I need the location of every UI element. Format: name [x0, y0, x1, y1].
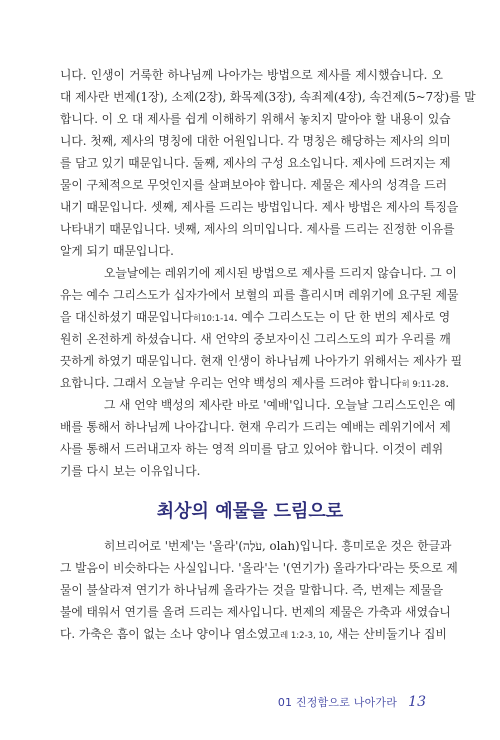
text-line: 니다. 첫째, 제사의 명칭에 대한 어원입니다. 각 명칭은 해당하는 제사의 의미 [60, 134, 451, 148]
text-line: 물이 구체적으로 무엇인지를 살펴보아야 합니다. 제물은 제사의 성격을 드러 [60, 178, 448, 192]
text-line: 를 담고 있기 때문입니다. 둘째, 제사의 구성 요소입니다. 제사에 드려지는 제 [60, 156, 451, 170]
scripture-reference: 레 1:2-3, 10 [279, 631, 330, 641]
text-line: 대 제사란 번제(1장), 소제(2장), 화목제(3장), 속죄제(4장), 속건제(5~7장)를 말 [60, 90, 476, 104]
text-line: 내기 때문입니다. 셋째, 제사를 드리는 방법입니다. 제사 방법은 제사의 특징을 [60, 200, 459, 214]
text-line: 그 발음이 비슷하다는 사실입니다. '올라'는 '(연기가) 올라가다'라는 뜻으로 제 [60, 561, 458, 575]
text-line: 나타내기 때문입니다. 넷째, 제사의 의미입니다. 제사를 드리는 진정한 이유를 [60, 222, 455, 236]
text-line: 배를 통해서 하나님께 나아갑니다. 현재 우리가 드리는 예배는 레위기에서 제 [60, 420, 451, 434]
page-number: 13 [408, 694, 426, 710]
text-line: 기를 다시 보는 이유입니다. [60, 464, 201, 478]
text-line [60, 372, 450, 394]
paragraph-4 [60, 535, 458, 645]
text-line [60, 623, 447, 645]
scripture-reference: 히10:1-14 [192, 314, 235, 324]
text-line: 히브리어로 '번제'는 '올라'(עֹלָה, olah)입니다. 흥미로운 것은 한글과 [104, 539, 452, 553]
text-line: 불에 태워서 연기를 올려 드리는 제사입니다. 번제의 제물은 가축과 새였습니 [60, 605, 451, 619]
text-line: 사를 통해서 드러내고자 하는 영적 의미를 담고 있어야 합니다. 이것이 레위 [60, 442, 444, 456]
text-segment: , 새는 산비둘기나 집비 [329, 627, 447, 641]
text-segment: 요합니다. 그래서 오늘날 우리는 언약 백성의 제사를 드려야 합니다 [60, 376, 402, 390]
text-line: 원히 온전하게 하셨습니다. 새 언약의 중보자이신 그리스도의 피가 우리를 깨 [60, 332, 451, 346]
paragraph-1 [60, 64, 476, 262]
text-line: 오늘날에는 레위기에 제시된 방법으로 제사를 드리지 않습니다. 그 이 [104, 266, 457, 280]
text-line: 합니다. 이 오 대 제사를 쉽게 이해하기 위해서 놓치지 말아야 할 내용이 있습 [60, 112, 451, 126]
text-line: 끗하게 하였기 때문입니다. 현재 인생이 하나님께 나아가기 위해서는 제사가 필 [60, 354, 463, 368]
text-line: 알게 되기 때문입니다. [60, 244, 174, 258]
paragraph-3 [60, 394, 456, 482]
section-heading: 최상의 예물을 드림으로 [156, 501, 344, 522]
text-segment: 을 대신하셨기 때문입니다 [60, 310, 193, 324]
text-line [60, 306, 451, 328]
text-line: 물이 불살라져 연기가 하나님께 올라가는 것을 말합니다. 즉, 번제는 제물을 [60, 583, 444, 597]
paragraph-2 [60, 262, 463, 394]
page-footer [278, 690, 426, 712]
text-segment: . [445, 376, 450, 390]
text-line: 유는 예수 그리스도가 십자가에서 보혈의 피를 흘리시며 레위기에 요구된 제물 [60, 288, 459, 302]
text-line: 니다. 인생이 거룩한 하나님께 나아가는 방법으로 제사를 제시했습니다. 오 [60, 68, 443, 82]
text-segment: . 예수 그리스도는 이 단 한 번의 제사로 영 [234, 310, 451, 324]
scripture-reference: 히 9:11-28 [401, 380, 446, 390]
text-line: 그 새 언약 백성의 제사란 바로 '예배'입니다. 오늘날 그리스도인은 예 [104, 398, 456, 412]
text-segment: 다. 가축은 흠이 없는 소나 양이나 염소였고 [60, 627, 280, 641]
chapter-title: 01 진정함으로 나아가라 [277, 696, 398, 709]
